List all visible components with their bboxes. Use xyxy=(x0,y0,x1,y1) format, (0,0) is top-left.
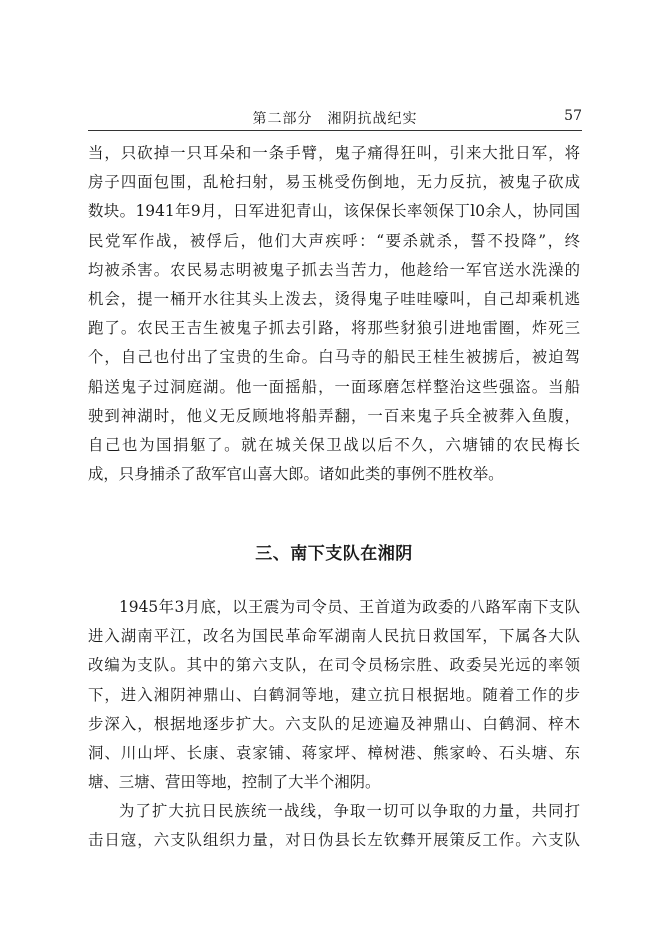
text-line: 自己也为国捐躯了。就在城关保卫战以后不久，六塘铺的农民梅长 xyxy=(88,435,580,454)
text-line: 驶到神湖时，他义无反顾地将船弄翻，一百来鬼子兵全被葬入鱼腹， xyxy=(88,406,580,425)
paragraph-1 xyxy=(88,139,580,489)
header-rule xyxy=(88,130,582,131)
page-number: 57 xyxy=(564,108,582,124)
text-line: 为了扩大抗日民族统一战线，争取一切可以争取的力量，共同打 xyxy=(119,802,580,820)
paragraph-2 xyxy=(88,593,580,797)
text-line: 下，进入湘阴神鼎山、白鹤洞等地，建立抗日根据地。随着工作的步 xyxy=(88,685,580,704)
text-line: 船送鬼子过洞庭湖。他一面摇船，一面琢磨怎样整治这些强盗。当船 xyxy=(88,377,580,396)
text-line: 塘、三塘、营田等地，控制了大半个湘阴。 xyxy=(88,773,381,792)
text-line: 1945年3月底，以王震为司令员、王首道为政委的八路军南下支队 xyxy=(119,598,580,616)
text-line: 改编为支队。其中的第六支队，在司令员杨宗胜、政委吴光远的率领 xyxy=(88,656,580,675)
text-line: 当，只砍掉一只耳朵和一条手臂，鬼子痛得狂叫，引来大批日军，将 xyxy=(88,144,580,162)
text-line: 数块。1941年9月，日军进犯青山，该保保长率领保丁l0余人，协同国 xyxy=(88,202,580,221)
text-line: 房子四面包围，乱枪扫射，易玉桃受伤倒地，无力反抗，被鬼子砍成 xyxy=(88,173,580,192)
section-heading: 三、南下支队在湘阴 xyxy=(255,544,413,564)
header-title: 第二部分 湘阴抗战纪实 xyxy=(252,111,418,127)
text-line: 步深入，根据地逐步扩大。六支队的足迹遍及神鼎山、白鹤洞、梓木 xyxy=(88,714,580,733)
text-line: 民党军作战，被俘后，他们大声疾呼：“要杀就杀，誓不投降”，终 xyxy=(88,231,580,250)
text-line: 个，自己也付出了宝贵的生命。白马寺的船民王桂生被掳后，被迫驾 xyxy=(88,348,580,367)
text-line: 击日寇，六支队组织力量，对日伪县长左钦彝开展策反工作。六支队 xyxy=(88,831,580,850)
text-line: 成，只身捕杀了敌军官山喜大郎。诸如此类的事例不胜枚举。 xyxy=(88,465,504,484)
text-line: 进入湖南平江，改名为国民革命军湖南人民抗日救国军，下属各大队 xyxy=(88,627,580,646)
text-line: 机会，提一桶开水往其头上泼去，烫得鬼子哇哇嚎叫，自己却乘机逃 xyxy=(88,289,580,308)
running-header xyxy=(88,104,582,128)
text-line: 洞、川山坪、长康、袁家铺、蒋家坪、樟树港、熊家岭、石头塘、东 xyxy=(88,743,580,762)
text-line: 跑了。农民王吉生被鬼子抓去引路，将那些豺狼引进地雷圈，炸死三 xyxy=(88,319,580,338)
paragraph-3 xyxy=(88,797,580,855)
text-line: 均被杀害。农民易志明被鬼子抓去当苦力，他趁给一军官送水洗澡的 xyxy=(88,260,580,279)
